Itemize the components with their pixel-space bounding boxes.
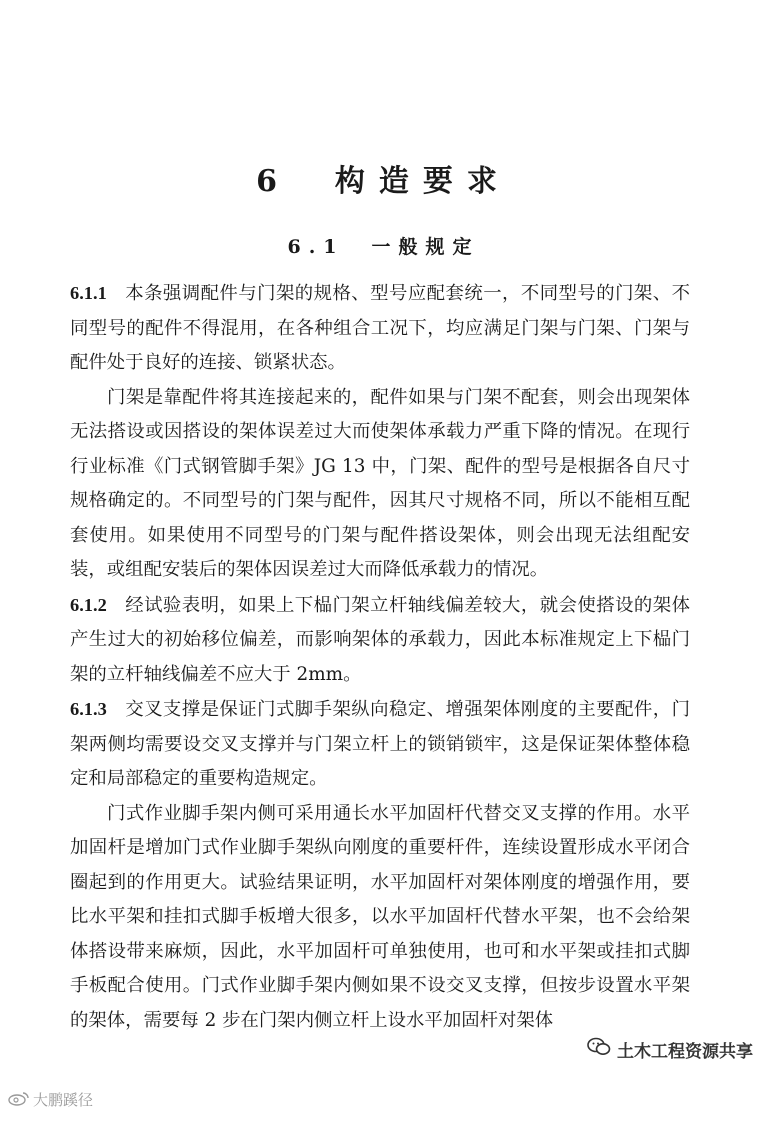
section-title: 6.1 一般规定: [287, 236, 480, 258]
weibo-icon: [8, 1090, 30, 1110]
paragraph-6-1-1: [70, 276, 690, 381]
wechat-icon: [587, 1037, 611, 1062]
paragraph-6-1-1-cont: [70, 381, 690, 588]
watermark-text: 大鹏蹊径: [33, 1091, 94, 1109]
watermark-weibo: [8, 1089, 93, 1110]
paragraph-text: 门架是靠配件将其连接起来的，配件如果与门架不配套，则会出现架体无法搭设或因搭设的架体误差过大而使架体承载力严重下降的情况。在现行行业标准《门式钢管脚手架》JG 13 中，门架、配件的型号是根据各自尺寸规格确定的。不同型号的门架与配件，因其尺寸规格不同，所以不能相互配套使用。如果使用不同型号的门架与配件搭设架体，则会出现无法组配安装，或组配安装后的架体因误差过大而降低承载力的情况。: [70, 386, 690, 580]
clause-number: 6.1.3: [70, 699, 107, 719]
paragraph-text: 门式作业脚手架内侧可采用通长水平加固杆代替交叉支撑的作用。水平加固杆是增加门式作业脚手架纵向刚度的重要杆件，连续设置形成水平闭合圈起到的作用更大。试验结果证明，水平加固杆对架体刚度的增强作用，要比水平架和挂扣式脚手板增大很多，以水平加固杆代替水平架，也不会给架体搭设带来麻烦，因此，水平加固杆可单独使用，也可和水平架或挂扣式脚手板配合使用。门式作业脚手架内侧如果不设交叉支撑，但按步设置水平架的架体，需要每 2 步在门架内侧立杆上设水平加固杆对架体: [70, 802, 690, 1031]
paragraph-text: 本条强调配件与门架的规格、型号应配套统一，不同型号的门架、不同型号的配件不得混用，在各种组合工况下，均应满足门架与门架、门架与配件处于良好的连接、锁紧状态。: [70, 283, 690, 373]
watermark-wechat: [587, 1037, 753, 1062]
paragraph-6-1-3: [70, 692, 690, 797]
body-text: [70, 276, 690, 1038]
chapter-title: 6 构造要求: [256, 164, 511, 199]
paragraph-6-1-3-cont: [70, 797, 690, 1039]
watermark-text: 土木工程资源共享: [617, 1042, 753, 1062]
clause-number: 6.1.1: [70, 283, 107, 303]
clause-number: 6.1.2: [70, 594, 107, 615]
paragraph-text: 交叉支撑是保证门式脚手架纵向稳定、增强架体刚度的主要配件，门架两侧均需要设交叉支撑并与门架立杆上的锁销锁牢，这是保证架体整体稳定和局部稳定的重要构造规定。: [70, 699, 690, 789]
paragraph-text: 经试验表明，如果上下榀门架立杆轴线偏差较大，就会使搭设的架体产生过大的初始移位偏差，而影响架体的承载力，因此本标准规定上下榀门架的立杆轴线偏差不应大于 2mm。: [70, 594, 690, 685]
paragraph-6-1-2: [70, 588, 690, 693]
